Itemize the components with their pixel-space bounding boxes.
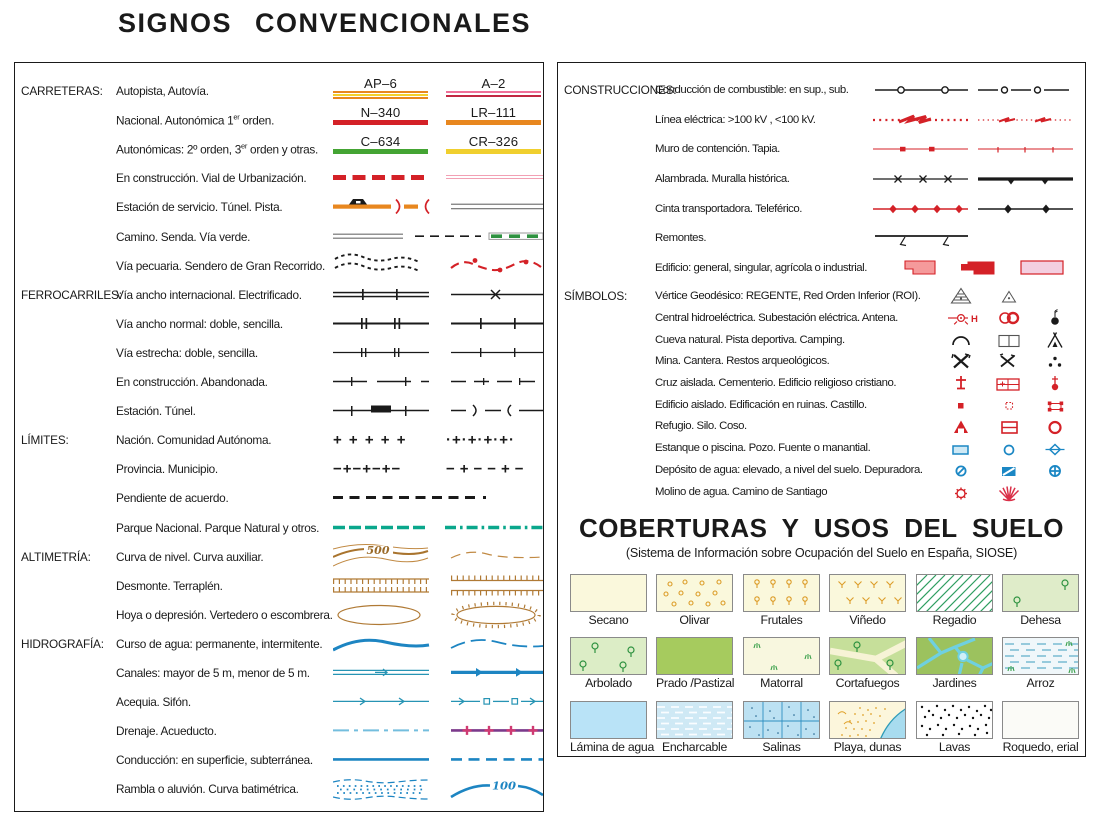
road-shield-cr326 xyxy=(446,135,541,154)
tile-swatch xyxy=(743,574,820,612)
landcover-arroz xyxy=(1002,637,1079,690)
legend-row-camino-senda xyxy=(15,222,543,251)
tile-label: Arroz xyxy=(1026,676,1055,690)
limit-pattern: −+−−+− xyxy=(446,460,529,477)
legend-row-estacion-servicio xyxy=(15,192,543,221)
legend-row-canales xyxy=(15,658,543,687)
row-description: Vía estrecha: doble, sencilla. xyxy=(116,345,258,360)
road-shield-a2 xyxy=(446,77,541,97)
symbol-parques xyxy=(333,513,543,542)
row-description: Estación. Túnel. xyxy=(116,403,196,418)
tile-label: Lavas xyxy=(938,740,971,754)
symbol-nacional-autonomica1 xyxy=(333,105,543,134)
landcover-vinedo xyxy=(829,574,906,627)
category-hidrografia: HIDROGRAFÍA: xyxy=(21,636,104,651)
symbol-cruz-cementerio-iglesia xyxy=(943,372,1073,394)
legend-row-cinta xyxy=(558,194,1085,224)
row-description: Nacional. Autonómica 1er orden. xyxy=(116,112,275,127)
landcover-prado xyxy=(656,637,733,690)
symbol-cueva-pista-camping xyxy=(943,329,1073,351)
tile-swatch xyxy=(829,637,906,675)
road-label: LR–111 xyxy=(470,105,517,120)
tile-label: Olivar xyxy=(679,613,710,627)
road-shield-c634 xyxy=(333,135,428,154)
legend-row-combustible xyxy=(558,75,1085,105)
symbol-canales xyxy=(333,658,543,687)
row-description: Rambla o aluvión. Curva batimétrica. xyxy=(116,781,299,796)
row-description: Pendiente de acuerdo. xyxy=(116,490,229,505)
row-description: Alambrada. Muralla histórica. xyxy=(655,173,790,185)
tile-swatch xyxy=(656,637,733,675)
legend-row-autonomicas xyxy=(15,134,543,163)
legend-row-pendiente xyxy=(15,483,543,512)
legend-row-vertice xyxy=(558,285,1085,307)
landcover-playa xyxy=(829,701,906,754)
row-description: Drenaje. Acueducto. xyxy=(116,723,217,738)
symbol-estanque-pozo-fuente xyxy=(943,437,1073,459)
legend-row-via-pecuaria xyxy=(15,251,543,280)
limit-pattern: −+−+−+− xyxy=(333,460,402,477)
row-description: Refugio. Silo. Coso. xyxy=(655,420,747,432)
tile-swatch xyxy=(916,574,993,612)
legend-row-refugio xyxy=(558,415,1085,437)
legend-row-curva-nivel xyxy=(15,542,543,571)
cover-subtitle: (Sistema de Información sobre Ocupación del Suelo en España, SIOSE) xyxy=(625,546,1018,560)
tile-label: Regadio xyxy=(932,613,977,627)
symbol-rambla-batimetrica xyxy=(333,774,543,803)
category-altimetria: ALTIMETRÍA: xyxy=(21,549,91,564)
symbol-remontes xyxy=(873,223,1073,253)
row-description: Mina. Cantera. Restos arqueológicos. xyxy=(655,355,830,367)
symbol-drenaje-acueducto xyxy=(333,716,543,745)
row-description: Vía ancho normal: doble, sencilla. xyxy=(116,316,283,331)
symbol-camino-senda-viaverde xyxy=(333,222,543,251)
tile-swatch xyxy=(916,637,993,675)
row-description: Estanque o piscina. Pozo. Fuente o manantial. xyxy=(655,442,871,454)
legend-row-nacion xyxy=(15,425,543,454)
road-label: AP–6 xyxy=(363,76,398,91)
row-description: Vía pecuaria. Sendero de Gran Recorrido. xyxy=(116,258,325,273)
left-panel xyxy=(14,62,544,812)
legend-row-ffcc-estacion-tunel xyxy=(15,396,543,425)
road-shield-ap6 xyxy=(333,77,428,99)
symbol-desmonte-terraplen xyxy=(333,571,543,600)
road-shield-n340 xyxy=(333,106,428,125)
landcover-salinas xyxy=(743,701,820,754)
tile-swatch xyxy=(570,637,647,675)
landcover-roquedo xyxy=(1002,701,1079,754)
symbol-linea-electrica xyxy=(873,105,1073,135)
road-label: N–340 xyxy=(360,105,401,120)
legend-row-curso-agua xyxy=(15,629,543,658)
symbol-vertices xyxy=(943,285,1073,307)
tile-swatch xyxy=(1002,637,1079,675)
row-description: Central hidroeléctrica. Subestación eléctrica. Antena. xyxy=(655,312,898,324)
tile-label: Cortafuegos xyxy=(835,676,900,690)
tile-swatch xyxy=(743,637,820,675)
legend-row-nacional xyxy=(15,105,543,134)
row-description: Cruz aislada. Cementerio. Edificio religioso cristiano. xyxy=(655,377,897,389)
category-ferrocarriles: FERROCARRILES: xyxy=(21,287,122,302)
landcover-arbolado xyxy=(570,637,647,690)
tile-label: Prado /Pastizal xyxy=(656,676,735,690)
limit-pattern: + + + + + xyxy=(333,431,407,448)
row-description: Cueva natural. Pista deportiva. Camping. xyxy=(655,334,845,346)
symbol-ffcc-estrecha xyxy=(333,338,543,367)
symbol-alambrada-muralla xyxy=(873,164,1073,194)
legend-row-mina xyxy=(558,350,1085,372)
legend-row-ffcc-construccion xyxy=(15,367,543,396)
tile-swatch xyxy=(829,574,906,612)
row-description: Línea eléctrica: >100 kV , <100 kV. xyxy=(655,114,816,126)
legend-row-rambla xyxy=(15,774,543,803)
landcover-dehesa xyxy=(1002,574,1079,627)
category-construcciones: CONSTRUCCIONES: xyxy=(564,83,677,97)
symbol-deposito-depuradora xyxy=(943,459,1073,481)
legend-row-muro xyxy=(558,134,1085,164)
tile-swatch xyxy=(656,701,733,739)
row-description: Remontes. xyxy=(655,232,707,244)
symbol-estacion-tunel-pista xyxy=(333,192,543,221)
tile-label: Lámina de agua xyxy=(570,740,654,754)
symbol-hoya-vertedero xyxy=(333,600,543,629)
symbol-acequia-sifon xyxy=(333,687,543,716)
right-panel xyxy=(557,62,1086,757)
symbol-cinta-teleferico xyxy=(873,194,1073,224)
page-title: SIGNOS CONVENCIONALES xyxy=(118,8,532,38)
row-description: Curva de nivel. Curva auxiliar. xyxy=(116,549,264,564)
row-description: Depósito de agua: elevado, a nivel del suelo. Depuradora. xyxy=(655,464,923,476)
category-limites: LÍMITES: xyxy=(21,432,69,447)
symbol-ffcc-internacional xyxy=(333,280,543,309)
legend-row-cruz xyxy=(558,372,1085,394)
row-description: Edificio aislado. Edificación en ruinas. Castillo. xyxy=(655,399,867,411)
legend-row-alambrada xyxy=(558,164,1085,194)
symbol-edificios xyxy=(873,253,1073,283)
symbol-conduccion xyxy=(333,745,543,774)
tile-label: Playa, dunas xyxy=(833,740,902,754)
landcover-cortafuegos xyxy=(829,637,906,690)
symbol-autopista-autovia xyxy=(333,76,543,105)
landcover-lavas xyxy=(916,701,993,754)
legend-row-parque xyxy=(15,513,543,542)
tile-swatch xyxy=(1002,701,1079,739)
symbol-construccion-vial xyxy=(333,163,543,192)
row-description: En construcción. Abandonada. xyxy=(116,374,268,389)
category-simbolos: SÍMBOLOS: xyxy=(564,289,628,303)
tile-label: Roquedo, erial xyxy=(1002,740,1079,754)
road-label: C–634 xyxy=(360,134,401,149)
legend-row-ffcc-estrecha xyxy=(15,338,543,367)
symbol-limite-nacion-ccaa xyxy=(333,425,543,454)
tile-label: Jardines xyxy=(932,676,977,690)
symbol-mina-cantera-restos xyxy=(943,350,1073,372)
symbol-curso-agua xyxy=(333,629,543,658)
legend-row-edificio xyxy=(558,253,1085,283)
symbol-pendiente-acuerdo xyxy=(333,483,543,512)
landcover-matorral xyxy=(743,637,820,690)
legend-row-drenaje xyxy=(15,716,543,745)
contour-value: 500 xyxy=(366,544,390,557)
category-carreteras: CARRETERAS: xyxy=(21,83,103,98)
limit-pattern: ·+·+·+·+· xyxy=(446,431,516,448)
legend-row-provincia xyxy=(15,454,543,483)
row-description: Cinta transportadora. Teleférico. xyxy=(655,203,803,215)
symbol-molino-santiago xyxy=(943,481,1073,503)
landcover-lamina-agua xyxy=(570,701,654,754)
landcover-jardines xyxy=(916,637,993,690)
h-glyph: H xyxy=(971,313,978,325)
symbol-ffcc-estacion-tunel xyxy=(333,396,543,425)
legend-row-hoya xyxy=(15,600,543,629)
row-description: Vértice Geodésico: REGENTE, Red Orden Inferior (ROI). xyxy=(655,290,921,302)
tile-swatch xyxy=(656,574,733,612)
row-description: Molino de agua. Camino de Santiago xyxy=(655,486,828,498)
row-description: Parque Nacional. Parque Natural y otros. xyxy=(116,520,320,535)
tile-swatch xyxy=(570,574,647,612)
row-description: Conducción de combustible: en sup., sub. xyxy=(655,84,849,96)
row-description: Acequia. Sifón. xyxy=(116,694,191,709)
landcover-secano xyxy=(570,574,647,627)
legend-row-estanque xyxy=(558,437,1085,459)
row-description: Provincia. Municipio. xyxy=(116,461,218,476)
legend-row-aislado xyxy=(558,394,1085,416)
symbol-curvas-nivel xyxy=(333,542,543,571)
legend-row-desmonte xyxy=(15,571,543,600)
legend-row-conduccion xyxy=(15,745,543,774)
legend-row-ffcc-internacional xyxy=(15,280,543,309)
road-label: A–2 xyxy=(481,76,506,91)
legend-row-deposito xyxy=(558,459,1085,481)
row-description: Desmonte. Terraplén. xyxy=(116,578,223,593)
tile-swatch xyxy=(916,701,993,739)
tile-label: Secano xyxy=(588,613,629,627)
legend-row-central xyxy=(558,307,1085,329)
symbol-refugio-silo-coso xyxy=(943,415,1073,437)
tile-swatch xyxy=(829,701,906,739)
landcover-olivar xyxy=(656,574,733,627)
legend-row-en-construccion-vial xyxy=(15,163,543,192)
tile-label: Matorral xyxy=(760,676,803,690)
symbol-limite-provincia-municipio xyxy=(333,454,543,483)
symbol-aislado-ruinas-castillo xyxy=(943,394,1073,416)
legend-row-linea-electrica xyxy=(558,105,1085,135)
cover-title: COBERTURAS Y USOS DEL SUELO xyxy=(578,513,1065,543)
tile-swatch xyxy=(570,701,647,739)
row-description: Edificio: general, singular, agrícola o industrial. xyxy=(655,262,867,274)
symbol-muro-tapia xyxy=(873,134,1073,164)
row-description: Muro de contención. Tapia. xyxy=(655,143,780,155)
legend-row-acequia xyxy=(15,687,543,716)
row-description: En construcción. Vial de Urbanización. xyxy=(116,170,307,185)
row-description: Hoya o depresión. Vertedero o escombrera. xyxy=(116,607,333,622)
row-description: Autopista, Autovía. xyxy=(116,83,209,98)
road-shield-lr111 xyxy=(446,106,541,125)
row-description: Nación. Comunidad Autónoma. xyxy=(116,432,272,447)
bathy-value: 100 xyxy=(491,778,517,793)
tile-label: Dehesa xyxy=(1020,613,1061,627)
road-label: CR–326 xyxy=(468,134,519,149)
row-description: Conducción: en superficie, subterránea. xyxy=(116,752,313,767)
symbol-combustible xyxy=(873,75,1073,105)
row-description: Vía ancho internacional. Electrificado. xyxy=(116,287,302,302)
legend-row-remontes xyxy=(558,223,1085,253)
tile-label: Salinas xyxy=(762,740,801,754)
tile-swatch xyxy=(743,701,820,739)
row-description: Curso de agua: permanente, intermitente. xyxy=(116,636,323,651)
tile-label: Arbolado xyxy=(585,676,632,690)
legend-row-molino xyxy=(558,481,1085,503)
symbol-ffcc-construccion xyxy=(333,367,543,396)
symbol-pecuaria-gr xyxy=(333,251,543,280)
tile-label: Frutales xyxy=(760,613,803,627)
row-description: Camino. Senda. Vía verde. xyxy=(116,229,251,244)
legend-row-ffcc-normal xyxy=(15,309,543,338)
tile-swatch xyxy=(1002,574,1079,612)
symbol-autonomicas xyxy=(333,134,543,163)
landcover-regadio xyxy=(916,574,993,627)
row-description: Canales: mayor de 5 m, menor de 5 m. xyxy=(116,665,310,680)
row-description: Estación de servicio. Túnel. Pista. xyxy=(116,199,283,214)
symbol-ffcc-normal xyxy=(333,309,543,338)
symbol-central-subestacion-antena xyxy=(943,307,1073,329)
tile-label: Encharcable xyxy=(661,740,728,754)
legend-row-cueva xyxy=(558,329,1085,351)
tile-label: Viñedo xyxy=(849,613,886,627)
landcover-encharcable xyxy=(656,701,733,754)
landcover-frutales xyxy=(743,574,820,627)
legend-row-autopista xyxy=(15,76,543,105)
row-description: Autonómicas: 2º orden, 3er orden y otras. xyxy=(116,141,318,156)
